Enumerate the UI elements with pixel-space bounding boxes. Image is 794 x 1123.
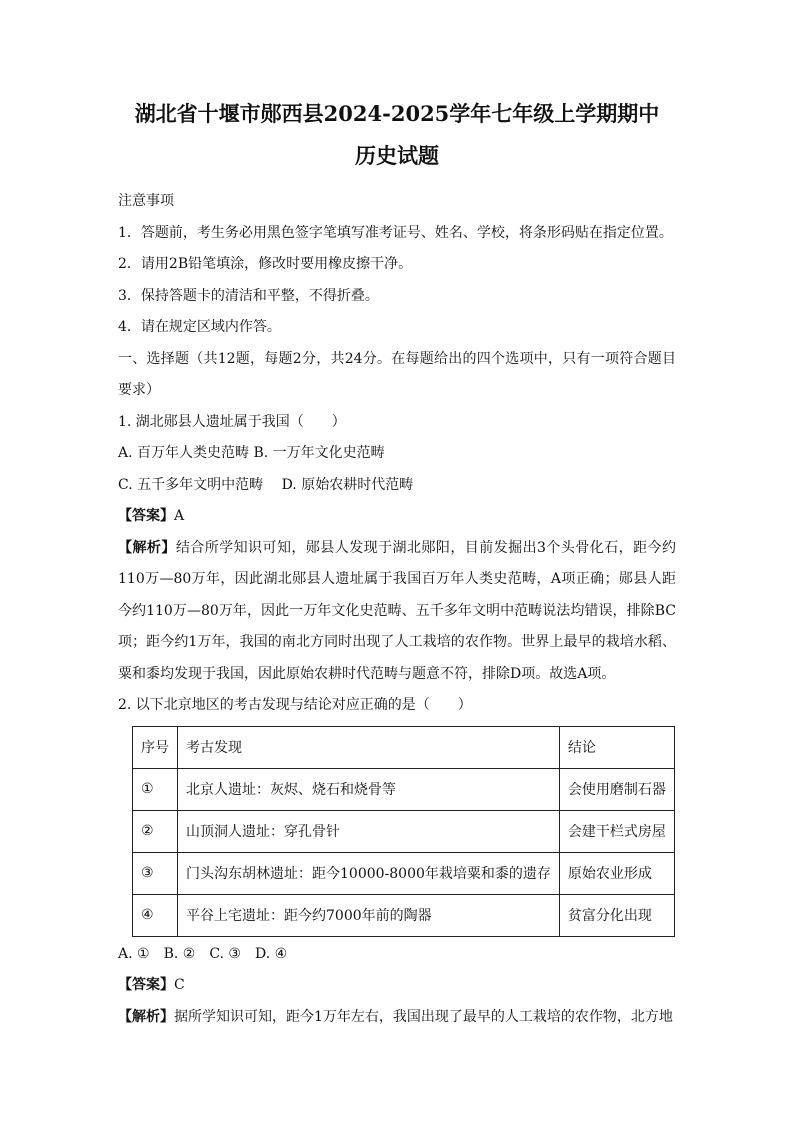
notice-item: 2．请用2B铅笔填涂，修改时要用橡皮擦干净。 bbox=[118, 256, 413, 272]
option-a: A. ① bbox=[118, 945, 150, 962]
question-1-answer bbox=[118, 501, 676, 533]
option-d: D. ④ bbox=[254, 945, 288, 962]
question-2-analysis bbox=[118, 1002, 676, 1034]
table-row bbox=[133, 768, 675, 810]
option-b: B. ② bbox=[163, 945, 196, 962]
answer-label: 【答案】 bbox=[118, 508, 174, 524]
section-heading: 一、选择题（共12题，每题2分，共24分。在每题给出的四个选项中，只有一项符合题目要求） bbox=[118, 350, 676, 398]
table-cell: ④ bbox=[133, 894, 178, 936]
answer-label: 【答案】 bbox=[118, 977, 174, 993]
table-cell: ③ bbox=[133, 852, 178, 894]
question-1-analysis bbox=[118, 533, 676, 691]
table-header-cell: 考古发现 bbox=[178, 726, 560, 768]
table-header-cell: 序号 bbox=[133, 726, 178, 768]
exam-title: 湖北省十堰市郧西县2024-2025学年七年级上学期期中 bbox=[134, 101, 660, 126]
table-cell: 山顶洞人遗址：穿孔骨针 bbox=[178, 810, 560, 852]
table-cell: 北京人遗址：灰烬、烧石和烧骨等 bbox=[178, 768, 560, 810]
table-cell: ① bbox=[133, 768, 178, 810]
notice-item: 4．请在规定区域内作答。 bbox=[118, 319, 281, 335]
table-cell: 门头沟东胡林遗址：距今10000-8000年栽培粟和黍的遗存 bbox=[178, 852, 560, 894]
notice-item: 3．保持答题卡的清洁和平整，不得折叠。 bbox=[118, 287, 379, 304]
table-cell: 会使用磨制石器 bbox=[559, 768, 674, 810]
analysis-label: 【解析】 bbox=[118, 539, 176, 556]
question-2-options bbox=[118, 939, 676, 971]
analysis-text: 据所学知识可知，距今1万年左右，我国出现了最早的人工栽培的农作物，北方地 bbox=[174, 1008, 673, 1025]
option-c: C. ③ bbox=[209, 945, 241, 962]
table-header-row bbox=[133, 726, 675, 768]
answer-value: C bbox=[174, 977, 185, 993]
question-2-answer bbox=[118, 970, 676, 1002]
table-header-cell: 结论 bbox=[559, 726, 674, 768]
analysis-label: 【解析】 bbox=[118, 1008, 174, 1025]
question-1-options-cd: C. 五千多年文明中范畴 D. 原始农耕时代范畴 bbox=[118, 476, 414, 493]
notice-heading: 注意事项 bbox=[118, 193, 174, 209]
question-2-table bbox=[132, 726, 675, 937]
table-cell: 会建干栏式房屋 bbox=[559, 810, 674, 852]
exam-subject-title: 历史试题 bbox=[355, 143, 439, 168]
table-row bbox=[133, 852, 675, 894]
question-1-options-ab: A. 百万年人类史范畴 B. 一万年文化史范畴 bbox=[118, 445, 385, 461]
table-cell: 原始农业形成 bbox=[559, 852, 674, 894]
table-cell: 贫富分化出现 bbox=[559, 894, 674, 936]
answer-value: A bbox=[174, 508, 185, 524]
table-cell: ② bbox=[133, 810, 178, 852]
analysis-text: 结合所学知识可知，郧县人发现于湖北郧阳，目前发掘出3个头骨化石，距今约110万—80万年，因此湖北郧县人遗址属于我国百万年人类史范畴，A项正确；郧县人距今约110万—80万年，因此一万年文化史范畴、五千多年文明中范畴说法均错误，排除BC项；距今约1万年，我国的南北方同时出现了人工栽培的农作物。世界上最早的栽培水稻、粟和黍均发现于我国，因此原始农耕时代范畴与题意不符，排除D项。故选A项。 bbox=[118, 539, 677, 682]
question-2-stem: 2. 以下北京地区的考古发现与结论对应正确的是（ ） bbox=[118, 697, 472, 713]
notice-item: 1．答题前，考生务必用黑色签字笔填写准考证号、姓名、学校，将条形码贴在指定位置。 bbox=[118, 224, 673, 241]
table-row bbox=[133, 810, 675, 852]
table-row bbox=[133, 894, 675, 936]
table-cell: 平谷上宅遗址：距今约7000年前的陶器 bbox=[178, 894, 560, 936]
question-1-stem: 1. 湖北郧县人遗址属于我国（ ） bbox=[118, 413, 346, 430]
